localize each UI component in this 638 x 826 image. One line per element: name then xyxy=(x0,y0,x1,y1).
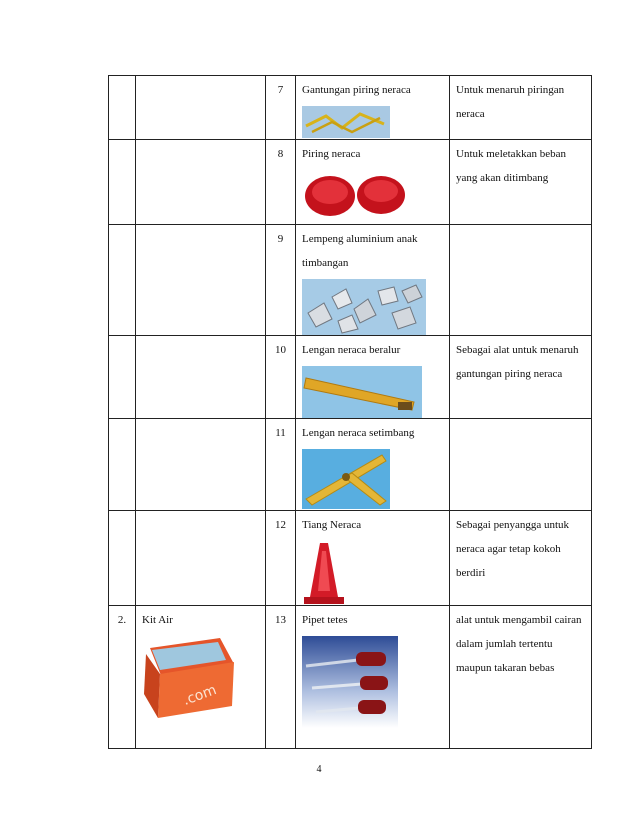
item-tool-cell xyxy=(296,419,450,511)
item-number-cell xyxy=(266,419,296,511)
item-number: 9 xyxy=(277,233,284,245)
kit-number-cell xyxy=(109,606,136,749)
item-tool-name: Piring neraca xyxy=(302,148,361,160)
empty-number-cell xyxy=(109,419,136,511)
item-number: 10 xyxy=(275,344,286,356)
item-number-cell xyxy=(266,76,296,140)
kit-name-cell xyxy=(136,606,266,749)
table-row xyxy=(109,511,592,606)
red-stand-image xyxy=(302,541,346,605)
item-description: Untuk meletakkan beban yang akan ditimbang xyxy=(456,148,566,184)
item-tool-cell xyxy=(296,336,450,419)
item-tool-cell xyxy=(296,606,450,749)
item-desc-cell xyxy=(450,225,592,336)
item-tool-cell xyxy=(296,140,450,225)
item-number-cell xyxy=(266,511,296,606)
empty-number-cell xyxy=(109,140,136,225)
item-number: 13 xyxy=(275,614,286,626)
empty-number-cell xyxy=(109,336,136,419)
empty-number-cell xyxy=(109,225,136,336)
empty-name-cell xyxy=(136,336,266,419)
item-number-cell xyxy=(266,140,296,225)
empty-name-cell xyxy=(136,419,266,511)
droppers-image xyxy=(302,636,398,728)
item-desc-cell xyxy=(450,511,592,606)
item-number: 11 xyxy=(275,427,286,439)
item-number: 7 xyxy=(277,84,284,96)
item-description: alat untuk mengambil cairan dalam jumlah tertentu maupun takaran bebas xyxy=(456,614,582,674)
balance-arm-image xyxy=(302,449,390,509)
hanger-wire-image xyxy=(302,106,390,138)
table-row xyxy=(109,419,592,511)
item-number-cell xyxy=(266,225,296,336)
item-desc-cell xyxy=(450,76,592,140)
item-tool-cell xyxy=(296,511,450,606)
item-description xyxy=(450,419,591,421)
item-desc-cell xyxy=(450,336,592,419)
item-tool-cell xyxy=(296,76,450,140)
item-number: 8 xyxy=(277,148,284,160)
empty-name-cell xyxy=(136,511,266,606)
grooved-arm-image xyxy=(302,366,422,418)
page-number: 4 xyxy=(316,764,322,775)
item-tool-name: Lengan neraca beralur xyxy=(302,344,401,356)
item-number: 12 xyxy=(275,519,286,531)
empty-number-cell xyxy=(109,511,136,606)
empty-name-cell xyxy=(136,140,266,225)
item-desc-cell xyxy=(450,419,592,511)
item-description xyxy=(450,225,591,227)
aluminium-plates-image xyxy=(302,279,426,335)
empty-name-cell xyxy=(136,225,266,336)
empty-number-cell xyxy=(109,76,136,140)
equipment-table xyxy=(108,75,592,749)
table-row xyxy=(109,606,592,749)
orange-kit-box-image xyxy=(142,634,234,720)
red-pans-image xyxy=(302,170,408,222)
empty-name-cell xyxy=(136,76,266,140)
table-row xyxy=(109,225,592,336)
item-desc-cell xyxy=(450,606,592,749)
item-description: Sebagai alat untuk menaruh gantungan piring neraca xyxy=(456,344,579,380)
table-row xyxy=(109,76,592,140)
item-tool-name: Lengan neraca setimbang xyxy=(302,427,415,439)
kit-number: 2. xyxy=(117,614,127,626)
item-tool-cell xyxy=(296,225,450,336)
kit-name: Kit Air xyxy=(142,614,173,626)
item-description: Sebagai penyangga untuk neraca agar tetap kokoh berdiri xyxy=(456,519,570,579)
item-desc-cell xyxy=(450,140,592,225)
item-tool-name: Pipet tetes xyxy=(302,614,348,626)
item-number-cell xyxy=(266,336,296,419)
svg-text:.com: .com xyxy=(180,682,219,709)
item-tool-name: Lempeng aluminium anak timbangan xyxy=(302,233,418,269)
item-tool-name: Tiang Neraca xyxy=(302,519,362,531)
table-row xyxy=(109,140,592,225)
item-tool-name: Gantungan piring neraca xyxy=(302,84,411,96)
table-row xyxy=(109,336,592,419)
item-number-cell xyxy=(266,606,296,749)
item-description: Untuk menaruh piringan neraca xyxy=(456,84,565,120)
